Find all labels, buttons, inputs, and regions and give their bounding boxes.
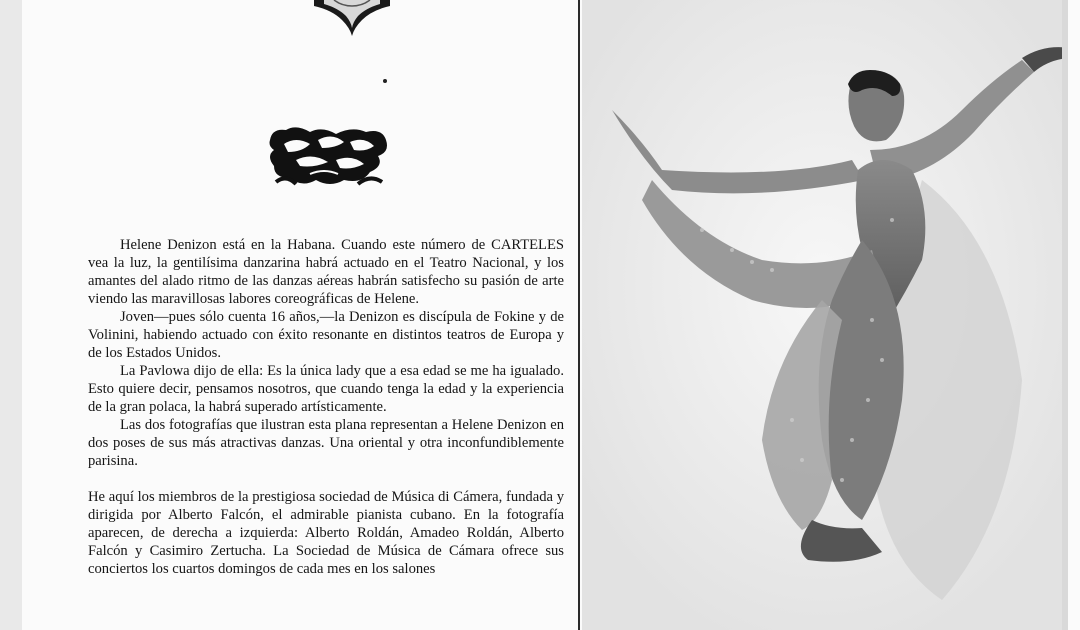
decorative-ornament-icon [312,0,392,36]
magazine-page [22,0,1080,630]
paragraph-biography: Joven—pues sólo cuenta 16 años,—la Denizon es discípula de Fokine y de Volinini, habiendo actuado con éxito resonante en distintos teatros de Europa y de los Estados Unidos. [88,309,564,361]
rose-ornament-icon [266,122,390,190]
article-text [88,236,564,578]
dancer-photograph [582,0,1062,630]
paragraph-pavlowa-quote: La Pavlowa dijo de ella: Es la única lady que a esa edad se me ha igualado. Esto quiere decir, pensamos nosotros, que cuando tenga la edad y la experiencia de la gran polaca, la habrá superado artísticamente. [88,363,564,415]
paragraph-chamber-music: He aquí los miembros de la prestigiosa sociedad de Música di Cámera, fundada y dirigida por Alberto Falcón, el admirable pianista cubano. En la fotografía aparecen, de derecha a izquierda: Alberto Roldán, Amadeo Roldán, Alberto Falcón y Casimiro Zertucha. La Sociedad de Música de Cámara ofrece sus conciertos los cuartos domingos de cada mes en los salones [88,489,564,577]
column-divider [578,0,580,630]
paragraph-photographs: Las dos fotografías que ilustran esta plana representan a Helene Denizon en dos poses de sus más atractivas danzas. Una oriental y otra inconfundiblemente parisina. [88,417,564,469]
ink-speck [383,79,387,83]
photo-border [1062,0,1068,630]
paragraph-intro: Helene Denizon está en la Habana. Cuando este número de CARTELES vea la luz, la gentilísima danzarina habrá actuado en el Teatro Nacional, y los amantes del alado ritmo de las danzas aéreas habrán satisfecho su pasión de arte viendo las maravillosas labores coreográficas de Helene. [88,237,564,307]
